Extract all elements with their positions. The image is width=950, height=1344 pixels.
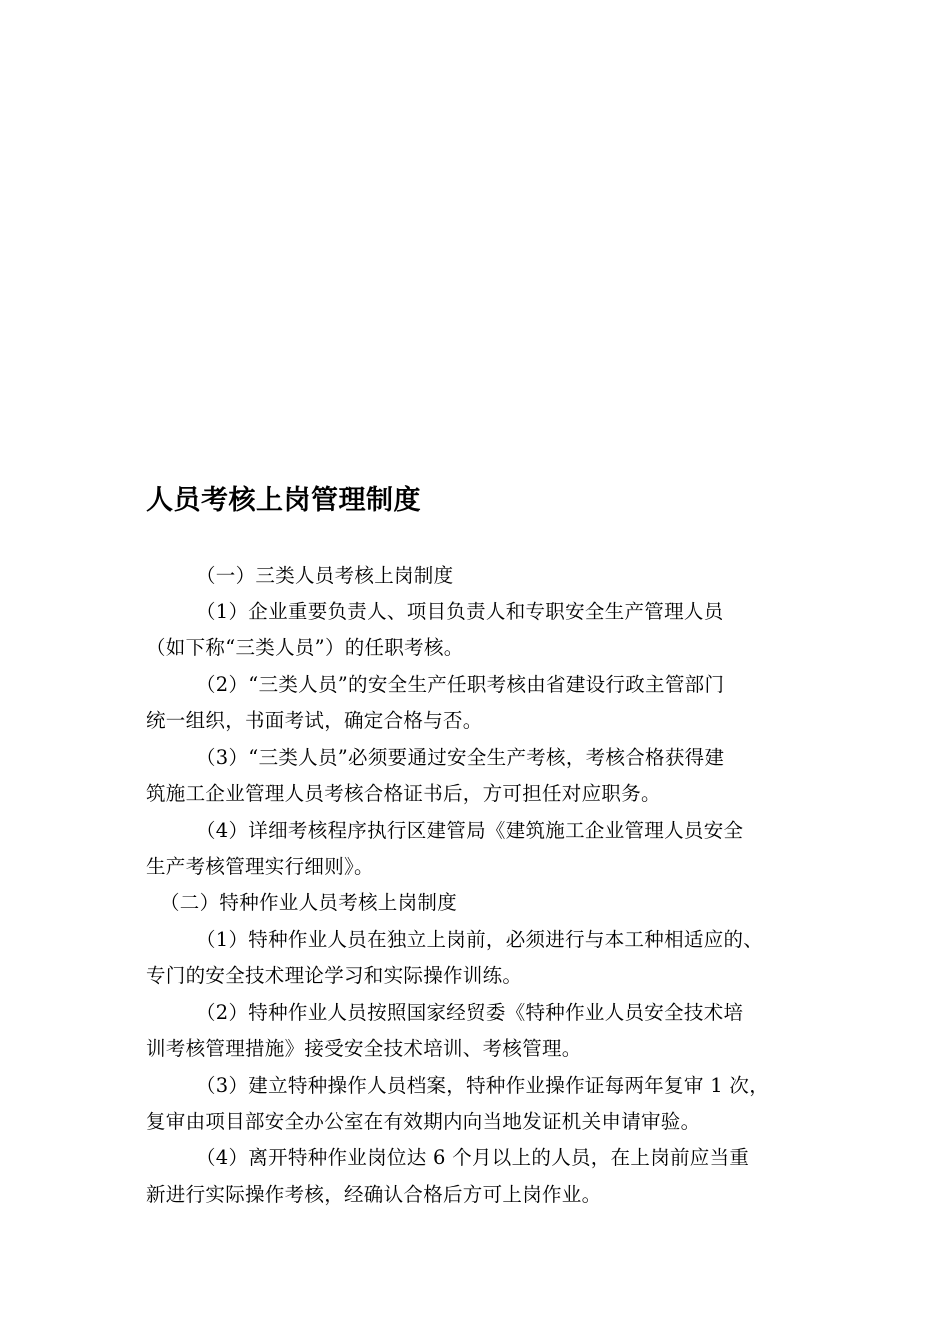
paragraph-line: （2）特种作业人员按照国家经贸委《特种作业人员安全技术培 [196,1001,744,1024]
paragraph-line: （如下称“三类人员”）的任职考核。 [146,636,464,659]
section-heading: （一）三类人员考核上岗制度 [196,564,454,587]
paragraph-line: 筑施工企业管理人员考核合格证书后，方可担任对应职务。 [146,782,661,805]
paragraph-line: （3）建立特种操作人员档案，特种作业操作证每两年复审 1 次， [196,1074,770,1097]
document-title: 人员考核上岗管理制度 [146,485,421,516]
paragraph-line: （1）企业重要负责人、项目负责人和专职安全生产管理人员 [196,600,724,623]
paragraph-line: 训考核管理措施》接受安全技术培训、考核管理。 [146,1037,582,1060]
paragraph-line: （1）特种作业人员在独立上岗前，必须进行与本工种相适应的、 [196,928,764,951]
paragraph-line: 新进行实际操作考核，经确认合格后方可上岗作业。 [146,1183,602,1206]
paragraph-line: （4）离开特种作业岗位达 6 个月以上的人员，在上岗前应当重 [196,1146,750,1169]
paragraph-line: （3）“三类人员”必须要通过安全生产考核，考核合格获得建 [196,746,725,769]
paragraph-line: 复审由项目部安全办公室在有效期内向当地发证机关申请审验。 [146,1110,701,1133]
paragraph-line: 专门的安全技术理论学习和实际操作训练。 [146,964,523,987]
paragraph-line: （4）详细考核程序执行区建管局《建筑施工企业管理人员安全 [196,819,744,842]
paragraph-line: 生产考核管理实行细则》。 [146,855,374,878]
section-heading: （二）特种作业人员考核上岗制度 [160,891,458,914]
paragraph-line: 统一组织，书面考试，确定合格与否。 [146,709,483,732]
paragraph-line: （2）“三类人员”的安全生产任职考核由省建设行政主管部门 [196,673,725,696]
